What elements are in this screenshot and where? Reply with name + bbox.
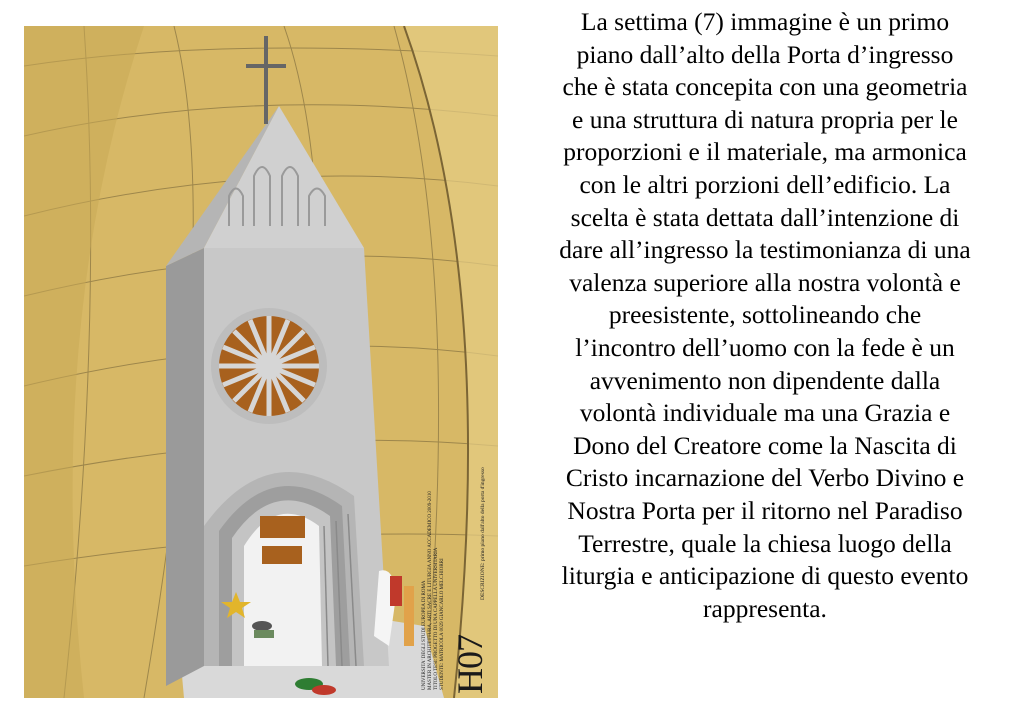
- caption-line: Terrestre, quale la chiesa luogo della: [578, 528, 952, 558]
- caption-line: dare all’ingresso la testimonianza di una: [559, 235, 971, 265]
- caption-line: preesistente, sottolineando che: [608, 300, 922, 330]
- plate-title-block: [422, 440, 446, 690]
- plate-title-line: TITOLO TESI: PROGETTO DI UNA CAPPELLA UNIVERSITARIA: [434, 547, 439, 690]
- plate-title-line: STUDENTE: MATRICOLA 0029 GIANCARLO MELCHIORRI: [440, 558, 445, 690]
- plate-description: DESCRIZIONE: primo piano dall'alto della porta d'ingresso: [480, 467, 486, 600]
- caption-line: proporzioni e il materiale, ma armonica: [563, 137, 967, 167]
- caption-line: valenza superiore alla nostra volontà e: [569, 267, 961, 297]
- caption-line: con le altri porzioni dell’edificio. La: [579, 169, 951, 199]
- caption-text: [512, 6, 1018, 718]
- tower-side-face: [166, 248, 204, 686]
- caption-line: avvenimento non dipendente dalla: [589, 365, 941, 395]
- caption-line: liturgia e anticipazione di questo evento: [561, 561, 969, 591]
- plate-title-line: UNIVERSITA' DEGLI STUDI EUROPEA DI ROMA: [422, 580, 427, 690]
- caption-line: e una struttura di natura propria per le: [572, 104, 958, 134]
- caption-line: La settima (7) immagine è un primo: [580, 7, 950, 36]
- caption-line: piano dall’alto della Porta d’ingresso: [576, 39, 954, 69]
- caption-line: volontà individuale ma una Grazia e: [579, 398, 951, 428]
- caption-line: rappresenta.: [703, 593, 827, 623]
- caption-line: Dono del Creatore come la Nascita di: [573, 430, 957, 460]
- caption-line: scelta è stata dettata dall’intenzione di: [570, 202, 960, 232]
- caption-line: Nostra Porta per il ritorno nel Paradiso: [567, 495, 963, 525]
- plate-title-line: MASTER IN ARCHITETTURA, ARTI SACRE E LITURGIA ANNO ACCADEMICO 2009-2010: [428, 491, 433, 690]
- caption-line: che è stata concepita con una geometria: [562, 72, 968, 102]
- plate-code: H07: [450, 635, 490, 694]
- caption-line: l’incontro dell’uomo con la fede è un: [575, 332, 955, 362]
- caption-line: Cristo incarnazione del Verbo Divino e: [565, 463, 965, 493]
- portal: [204, 472, 364, 666]
- rose-window: [211, 308, 327, 424]
